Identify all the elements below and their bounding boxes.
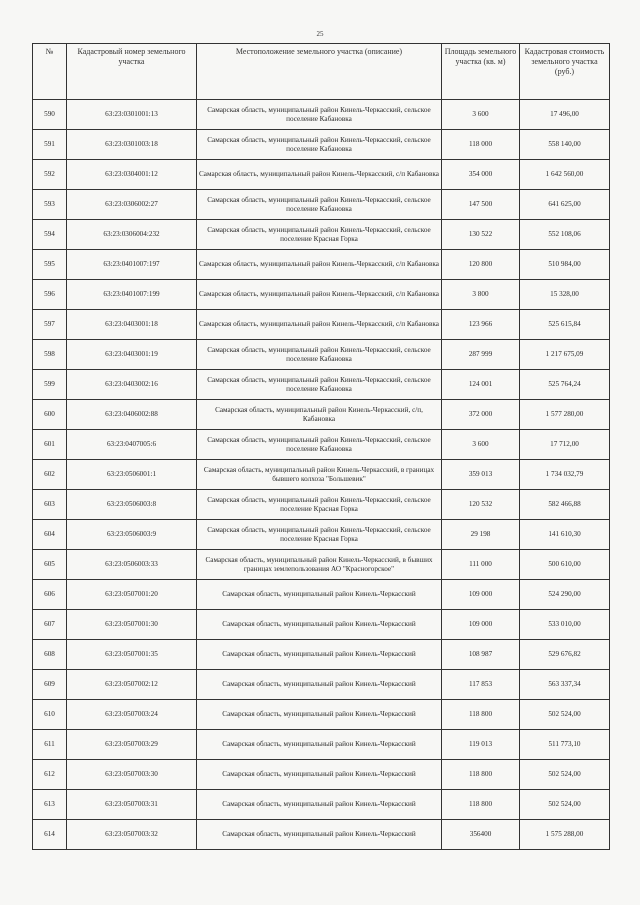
- cell-cadastral-cost: 552 108,06: [520, 220, 610, 250]
- cell-cadastral-cost: 529 676,82: [520, 640, 610, 670]
- cell-location: Самарская область, муниципальный район Кинель-Черкасский, сельское поселение Кабановка: [197, 130, 442, 160]
- table-row: [33, 670, 610, 700]
- land-plots-table: [32, 43, 610, 850]
- cell-location: Самарская область, муниципальный район Кинель-Черкасский, сельское поселение Кабановка: [197, 430, 442, 460]
- cell-num: 594: [33, 220, 67, 250]
- cell-area: 109 000: [442, 580, 520, 610]
- cell-area: 111 000: [442, 550, 520, 580]
- cell-area: 354 000: [442, 160, 520, 190]
- cell-location: Самарская область, муниципальный район Кинель-Черкасский, сельское поселение Красная Горка: [197, 490, 442, 520]
- table-body: [33, 100, 610, 850]
- cell-cadastral-number: 63:23:0507001:30: [67, 610, 197, 640]
- cell-num: 602: [33, 460, 67, 490]
- cell-num: 607: [33, 610, 67, 640]
- cell-cadastral-number: 63:23:0507002:12: [67, 670, 197, 700]
- table-row: [33, 370, 610, 400]
- cell-cadastral-number: 63:23:0306004:232: [67, 220, 197, 250]
- cell-cadastral-cost: 17 496,00: [520, 100, 610, 130]
- cell-location: Самарская область, муниципальный район Кинель-Черкасский, с/п Кабановка: [197, 250, 442, 280]
- cell-area: 287 999: [442, 340, 520, 370]
- cell-location: Самарская область, муниципальный район Кинель-Черкасский, в границах бывшего колхоза "Большевик": [197, 460, 442, 490]
- cell-cadastral-cost: 1 734 032,79: [520, 460, 610, 490]
- cell-cadastral-number: 63:23:0507003:31: [67, 790, 197, 820]
- table-row: [33, 280, 610, 310]
- table-row: [33, 220, 610, 250]
- table-row: [33, 310, 610, 340]
- cell-cadastral-cost: 525 615,84: [520, 310, 610, 340]
- cell-location: Самарская область, муниципальный район Кинель-Черкасский: [197, 790, 442, 820]
- cell-num: 603: [33, 490, 67, 520]
- cell-location: Самарская область, муниципальный район Кинель-Черкасский, с/п Кабановка: [197, 160, 442, 190]
- cell-cadastral-number: 63:23:0506001:1: [67, 460, 197, 490]
- cell-area: 108 987: [442, 640, 520, 670]
- cell-area: 118 800: [442, 700, 520, 730]
- cell-area: 359 013: [442, 460, 520, 490]
- table-row: [33, 820, 610, 850]
- cell-cadastral-cost: 641 625,00: [520, 190, 610, 220]
- cell-cadastral-number: 63:23:0401007:197: [67, 250, 197, 280]
- table-header-row: [33, 44, 610, 100]
- cell-cadastral-number: 63:23:0507003:29: [67, 730, 197, 760]
- cell-area: 124 001: [442, 370, 520, 400]
- cell-cadastral-number: 63:23:0403001:19: [67, 340, 197, 370]
- cell-cadastral-cost: 502 524,00: [520, 790, 610, 820]
- cell-cadastral-cost: 510 984,00: [520, 250, 610, 280]
- cell-num: 608: [33, 640, 67, 670]
- cell-location: Самарская область, муниципальный район Кинель-Черкасский, с/п Кабановка: [197, 280, 442, 310]
- cell-cadastral-number: 63:23:0507003:32: [67, 820, 197, 850]
- cell-cadastral-number: 63:23:0406002:88: [67, 400, 197, 430]
- cell-num: 590: [33, 100, 67, 130]
- cell-area: 120 532: [442, 490, 520, 520]
- table-row: [33, 460, 610, 490]
- header-location: Местоположение земельного участка (описание): [197, 44, 442, 100]
- cell-area: 147 500: [442, 190, 520, 220]
- table-row: [33, 790, 610, 820]
- cell-cadastral-cost: 1 575 288,00: [520, 820, 610, 850]
- cell-location: Самарская область, муниципальный район Кинель-Черкасский: [197, 700, 442, 730]
- cell-cadastral-number: 63:23:0507001:35: [67, 640, 197, 670]
- header-cadastral-cost: Кадастровая стоимость земельного участка (руб.): [520, 44, 610, 100]
- cell-location: Самарская область, муниципальный район Кинель-Черкасский, с/п Кабановка: [197, 310, 442, 340]
- cell-num: 591: [33, 130, 67, 160]
- cell-location: Самарская область, муниципальный район Кинель-Черкасский: [197, 730, 442, 760]
- cell-cadastral-cost: 525 764,24: [520, 370, 610, 400]
- cell-num: 595: [33, 250, 67, 280]
- cell-cadastral-number: 63:23:0507001:20: [67, 580, 197, 610]
- cell-area: 3 600: [442, 430, 520, 460]
- cell-num: 599: [33, 370, 67, 400]
- cell-location: Самарская область, муниципальный район Кинель-Черкасский, в бывших границах землепользования АО "Красногорское": [197, 550, 442, 580]
- cell-area: 118 800: [442, 790, 520, 820]
- header-area: Площадь земельного участка (кв. м): [442, 44, 520, 100]
- table-row: [33, 100, 610, 130]
- cell-location: Самарская область, муниципальный район Кинель-Черкасский, с/п, Кабановка: [197, 400, 442, 430]
- cell-area: 29 198: [442, 520, 520, 550]
- cell-num: 597: [33, 310, 67, 340]
- cell-cadastral-cost: 511 773,10: [520, 730, 610, 760]
- cell-cadastral-cost: 558 140,00: [520, 130, 610, 160]
- cell-num: 611: [33, 730, 67, 760]
- cell-area: 117 853: [442, 670, 520, 700]
- cell-cadastral-number: 63:23:0304001:12: [67, 160, 197, 190]
- cell-cadastral-cost: 141 610,30: [520, 520, 610, 550]
- cell-location: Самарская область, муниципальный район Кинель-Черкасский: [197, 610, 442, 640]
- cell-num: 601: [33, 430, 67, 460]
- cell-cadastral-cost: 1 577 280,00: [520, 400, 610, 430]
- cell-num: 614: [33, 820, 67, 850]
- cell-num: 606: [33, 580, 67, 610]
- cell-cadastral-cost: 524 290,00: [520, 580, 610, 610]
- cell-cadastral-cost: 17 712,00: [520, 430, 610, 460]
- cell-location: Самарская область, муниципальный район Кинель-Черкасский: [197, 640, 442, 670]
- cell-cadastral-number: 63:23:0306002:27: [67, 190, 197, 220]
- table-row: [33, 700, 610, 730]
- cell-area: 372 000: [442, 400, 520, 430]
- cell-cadastral-number: 63:23:0507003:24: [67, 700, 197, 730]
- cell-cadastral-cost: 563 337,34: [520, 670, 610, 700]
- cell-num: 596: [33, 280, 67, 310]
- cell-cadastral-cost: 500 610,00: [520, 550, 610, 580]
- cell-num: 593: [33, 190, 67, 220]
- cell-area: 118 000: [442, 130, 520, 160]
- table-row: [33, 340, 610, 370]
- cell-area: 3 600: [442, 100, 520, 130]
- cell-cadastral-number: 63:23:0401007:199: [67, 280, 197, 310]
- table-row: [33, 490, 610, 520]
- table-row: [33, 190, 610, 220]
- table-row: [33, 250, 610, 280]
- cell-cadastral-number: 63:23:0403002:16: [67, 370, 197, 400]
- table-row: [33, 550, 610, 580]
- cell-cadastral-cost: 502 524,00: [520, 700, 610, 730]
- cell-location: Самарская область, муниципальный район Кинель-Черкасский, сельское поселение Кабановка: [197, 340, 442, 370]
- cell-num: 598: [33, 340, 67, 370]
- cell-cadastral-cost: 1 217 675,09: [520, 340, 610, 370]
- cell-location: Самарская область, муниципальный район Кинель-Черкасский: [197, 670, 442, 700]
- table-row: [33, 580, 610, 610]
- table-row: [33, 730, 610, 760]
- table-row: [33, 400, 610, 430]
- cell-cadastral-number: 63:23:0506003:33: [67, 550, 197, 580]
- cell-num: 609: [33, 670, 67, 700]
- page-number: 25: [316, 30, 324, 38]
- cell-area: 356400: [442, 820, 520, 850]
- cell-cadastral-number: 63:23:0506003:9: [67, 520, 197, 550]
- cell-cadastral-cost: 582 466,88: [520, 490, 610, 520]
- table-row: [33, 760, 610, 790]
- table-row: [33, 430, 610, 460]
- header-num: №: [33, 44, 67, 100]
- cell-cadastral-cost: 1 642 560,00: [520, 160, 610, 190]
- cell-area: 119 013: [442, 730, 520, 760]
- cell-num: 600: [33, 400, 67, 430]
- cell-cadastral-number: 63:23:0506003:8: [67, 490, 197, 520]
- table-row: [33, 130, 610, 160]
- cell-cadastral-cost: 502 524,00: [520, 760, 610, 790]
- table-row: [33, 640, 610, 670]
- cell-cadastral-number: 63:23:0507003:30: [67, 760, 197, 790]
- cell-num: 613: [33, 790, 67, 820]
- cell-num: 592: [33, 160, 67, 190]
- header-cadastral-number: Кадастровый номер земельного участка: [67, 44, 197, 100]
- cell-area: 120 800: [442, 250, 520, 280]
- cell-cadastral-cost: 533 010,00: [520, 610, 610, 640]
- cell-area: 3 800: [442, 280, 520, 310]
- cell-location: Самарская область, муниципальный район Кинель-Черкасский: [197, 820, 442, 850]
- cell-cadastral-number: 63:23:0407005:6: [67, 430, 197, 460]
- cell-cadastral-number: 63:23:0301003:18: [67, 130, 197, 160]
- cell-location: Самарская область, муниципальный район Кинель-Черкасский, сельское поселение Кабановка: [197, 100, 442, 130]
- cell-num: 605: [33, 550, 67, 580]
- table-row: [33, 610, 610, 640]
- cell-num: 604: [33, 520, 67, 550]
- cell-location: Самарская область, муниципальный район Кинель-Черкасский, сельское поселение Красная Горка: [197, 220, 442, 250]
- table-row: [33, 160, 610, 190]
- cell-location: Самарская область, муниципальный район Кинель-Черкасский: [197, 580, 442, 610]
- cell-area: 118 800: [442, 760, 520, 790]
- cell-area: 130 522: [442, 220, 520, 250]
- cell-location: Самарская область, муниципальный район Кинель-Черкасский, сельское поселение Кабановка: [197, 190, 442, 220]
- table-row: [33, 520, 610, 550]
- cell-cadastral-number: 63:23:0403001:18: [67, 310, 197, 340]
- cell-cadastral-cost: 15 328,00: [520, 280, 610, 310]
- cell-cadastral-number: 63:23:0301001:13: [67, 100, 197, 130]
- cell-location: Самарская область, муниципальный район Кинель-Черкасский, сельское поселение Красная Горка: [197, 520, 442, 550]
- cell-area: 123 966: [442, 310, 520, 340]
- cell-num: 612: [33, 760, 67, 790]
- cell-num: 610: [33, 700, 67, 730]
- cell-location: Самарская область, муниципальный район Кинель-Черкасский, сельское поселение Кабановка: [197, 370, 442, 400]
- cell-area: 109 000: [442, 610, 520, 640]
- cell-location: Самарская область, муниципальный район Кинель-Черкасский: [197, 760, 442, 790]
